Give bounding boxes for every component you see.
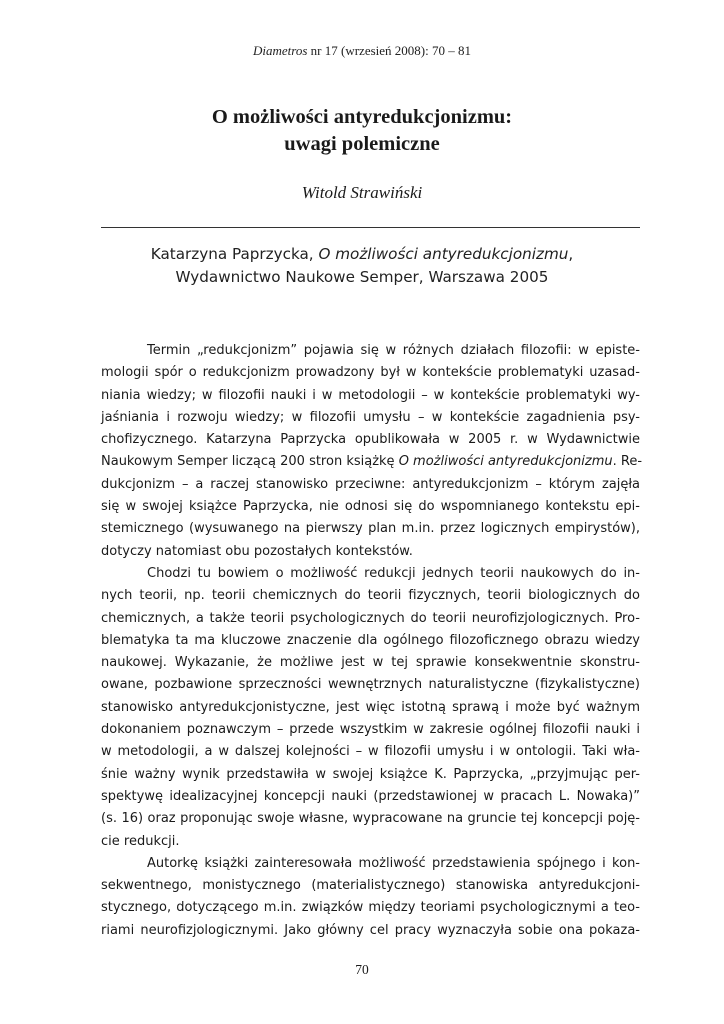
journal-info: nr 17 (wrzesień 2008): 70 – 81 — [307, 43, 471, 58]
text-line: Autorkę książki zainteresowała możliwość przedstawienia spójnego i kon- — [147, 855, 640, 871]
book-title-suffix: , — [568, 245, 574, 263]
paragraph-1 — [101, 340, 643, 563]
text-line: niania wiedzy; w filozofii nauki i w metodologii – w kontekście problematyki wy- — [101, 387, 640, 403]
citation-line-2: Wydawnictwo Naukowe Semper, Warszawa 2005 — [175, 268, 549, 286]
article-body — [101, 340, 643, 942]
text-line: się w swojej książce Paprzycka, nie odnosi się do wspomnianego kontekstu epi- — [101, 499, 640, 515]
text-line: dukcjonizm – a raczej stanowisko przeciwne: antyredukcjonizm – którym zajęła — [101, 476, 640, 492]
text-line: w metodologii, a w dalszej kolejności – w filozofii umysłu i w ontologii. Taki wła- — [101, 744, 640, 760]
paragraph-3 — [101, 853, 640, 942]
text-line: Termin „redukcjonizm” pojawia się w różnych działach filozofii: w episte- — [147, 343, 640, 358]
text-line: cie redukcji. — [101, 833, 180, 849]
text-line: chofizycznego. Katarzyna Paprzycka opublikowała w 2005 r. w Wydawnictwie — [101, 432, 640, 448]
journal-header — [0, 43, 724, 59]
text-line: stycznego, dotyczącego m.in. związków między teoriami psychologicznymi a teo- — [101, 900, 640, 916]
title-line-2: uwagi polemiczne — [284, 133, 440, 155]
text-line: stemicznego (wysuwanego na pierwszy plan m.in. przez logicznych empirystów), — [101, 521, 640, 537]
text-line: owane, pozbawione sprzeczności wewnętrznych naturalistyczne (fizykalistyczne) — [101, 677, 640, 693]
book-title: O możliwości antyredukcjonizmu — [318, 245, 569, 263]
text-line: chemicznych, a także teorii psychologicznych do teorii neurofizjologicznych. Pro- — [101, 610, 640, 626]
text-line: stanowisko antyredukcjonistyczne, jest więc istotną sprawą i może być ważnym — [101, 699, 640, 715]
journal-name: Diametros — [253, 43, 308, 58]
text-line: riami neurofizjologicznymi. Jako główny cel pracy wyznaczyła sobie ona pokaza- — [101, 922, 640, 938]
text-line: spektywę idealizacyjnej koncepcji nauki (przedstawionej w pracach L. Nowaka)” — [101, 788, 640, 804]
reviewed-book-citation — [0, 243, 724, 289]
text-line: blematyka ta ma kluczowe znaczenie dla ogólnego filozoficznego obrazu wiedzy — [101, 632, 640, 648]
text-line — [101, 451, 643, 473]
text-line: mologii spór o redukcjonizm prowadzony był w kontekście problematyki uzasad- — [101, 365, 640, 381]
paragraph-2 — [101, 563, 640, 853]
text-line: dotyczy natomiast obu pozostałych kontekstów. — [101, 543, 413, 559]
text-line: (s. 16) oraz proponując swoje własne, wypracowane na gruncie tej koncepcji poję- — [101, 811, 640, 827]
article-title — [0, 104, 724, 158]
text-line: jaśniania i rozwoju wiedzy; w filozofii umysłu – w kontekście zagadnienia psy- — [101, 409, 640, 425]
citation-line-1 — [0, 243, 724, 266]
book-title-inline: O możliwości antyredukcjonizmu — [398, 454, 613, 470]
divider-rule — [101, 227, 640, 228]
text-line: dokonaniem poznawczym – przede wszystkim w zakresie ogólnej filozofii nauki i — [101, 722, 640, 738]
text-line: Chodzi tu bowiem o możliwość redukcji jednych teorii naukowych do in- — [147, 565, 640, 581]
text-fragment: . Re- — [612, 454, 643, 470]
text-fragment: Naukowym Semper liczącą 200 stron książkę — [101, 454, 399, 470]
text-line: śnie ważny wynik przedstawiła w swojej książce K. Paprzycka, „przyjmując per- — [101, 766, 640, 782]
title-line-1: O możliwości antyredukcjonizmu: — [211, 106, 513, 128]
page-number: 70 — [355, 962, 369, 977]
text-line: sekwentnego, monistycznego (materialistycznego) stanowiska antyredukcjoni- — [101, 878, 640, 894]
book-author: Katarzyna Paprzycka, — [150, 245, 319, 263]
text-line: naukowej. Wykazanie, że możliwe jest w tej sprawie konsekwentnie skonstru- — [101, 655, 640, 671]
text-line: nych teorii, np. teorii chemicznych do teorii fizycznych, teorii biologicznych do — [101, 588, 640, 604]
article-author: Witold Strawiński — [301, 183, 423, 202]
